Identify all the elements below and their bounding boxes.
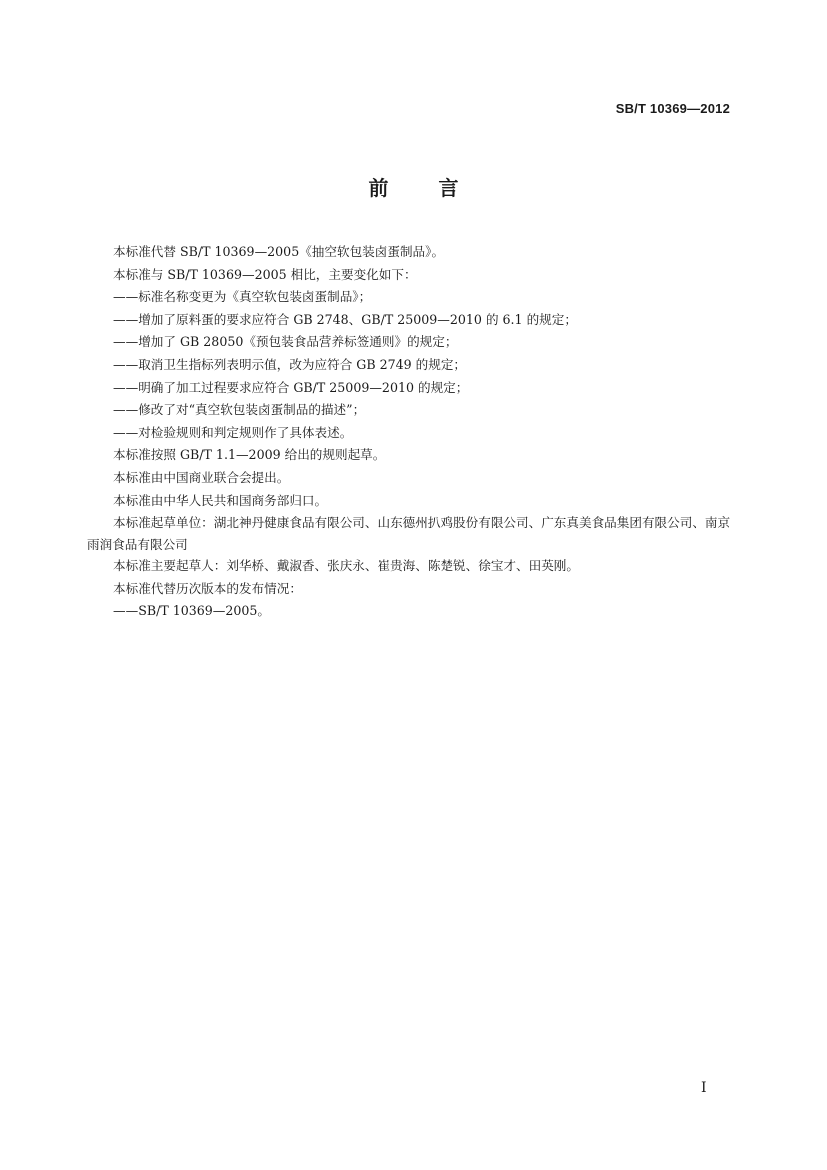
page-title: 前言 bbox=[368, 176, 509, 200]
paragraph-replaces: 本标准代替 SB/T 10369—2005《抽空软包装卤蛋制品》。 bbox=[113, 244, 445, 259]
change-item: ——增加了原料蛋的要求应符合 GB 2748、GB/T 25009—2010 的 6.1 的规定； bbox=[113, 311, 577, 327]
paragraph-under-jurisdiction: 本标准由中华人民共和国商务部归口。 bbox=[113, 492, 328, 508]
paragraph-drafting-rules: 本标准按照 GB/T 1.1—2009 给出的规则起草。 bbox=[113, 447, 386, 463]
paragraph-history-intro: 本标准代替历次版本的发布情况： bbox=[113, 580, 302, 596]
document-code: SB/T 10369—2012 bbox=[615, 101, 730, 116]
change-item: ——标准名称变更为《真空软包装卤蛋制品》； bbox=[113, 289, 372, 305]
paragraph-drafting-organizations: 本标准起草单位：湖北神丹健康食品有限公司、山东德州扒鸡股份有限公司、广东真美食品集团有限公司、南京雨润食品有限公司 bbox=[87, 515, 731, 552]
change-item: ——明确了加工过程要求应符合 GB/T 25009—2010 的规定； bbox=[113, 379, 469, 395]
page-number: I bbox=[701, 1080, 707, 1096]
paragraph-drafters: 本标准主要起草人：刘华桥、戴淑香、张庆永、崔贵海、陈楚锐、徐宝才、田英刚。 bbox=[113, 558, 579, 574]
change-item: ——增加了 GB 28050《预包装食品营养标签通则》的规定； bbox=[113, 334, 458, 350]
change-item: ——取消卫生指标列表明示值，改为应符合 GB 2749 的规定； bbox=[113, 356, 467, 372]
change-item: ——对检验规则和判定规则作了具体表述。 bbox=[113, 424, 353, 440]
paragraph-changes-intro: 本标准与 SB/T 10369—2005 相比，主要变化如下： bbox=[113, 266, 417, 282]
paragraph-proposed-by: 本标准由中国商业联合会提出。 bbox=[113, 469, 290, 485]
change-item: ——修改了对“真空软包装卤蛋制品的描述”； bbox=[113, 402, 366, 418]
foreword-body bbox=[87, 241, 737, 623]
history-item: ——SB/T 10369—2005。 bbox=[113, 603, 271, 619]
